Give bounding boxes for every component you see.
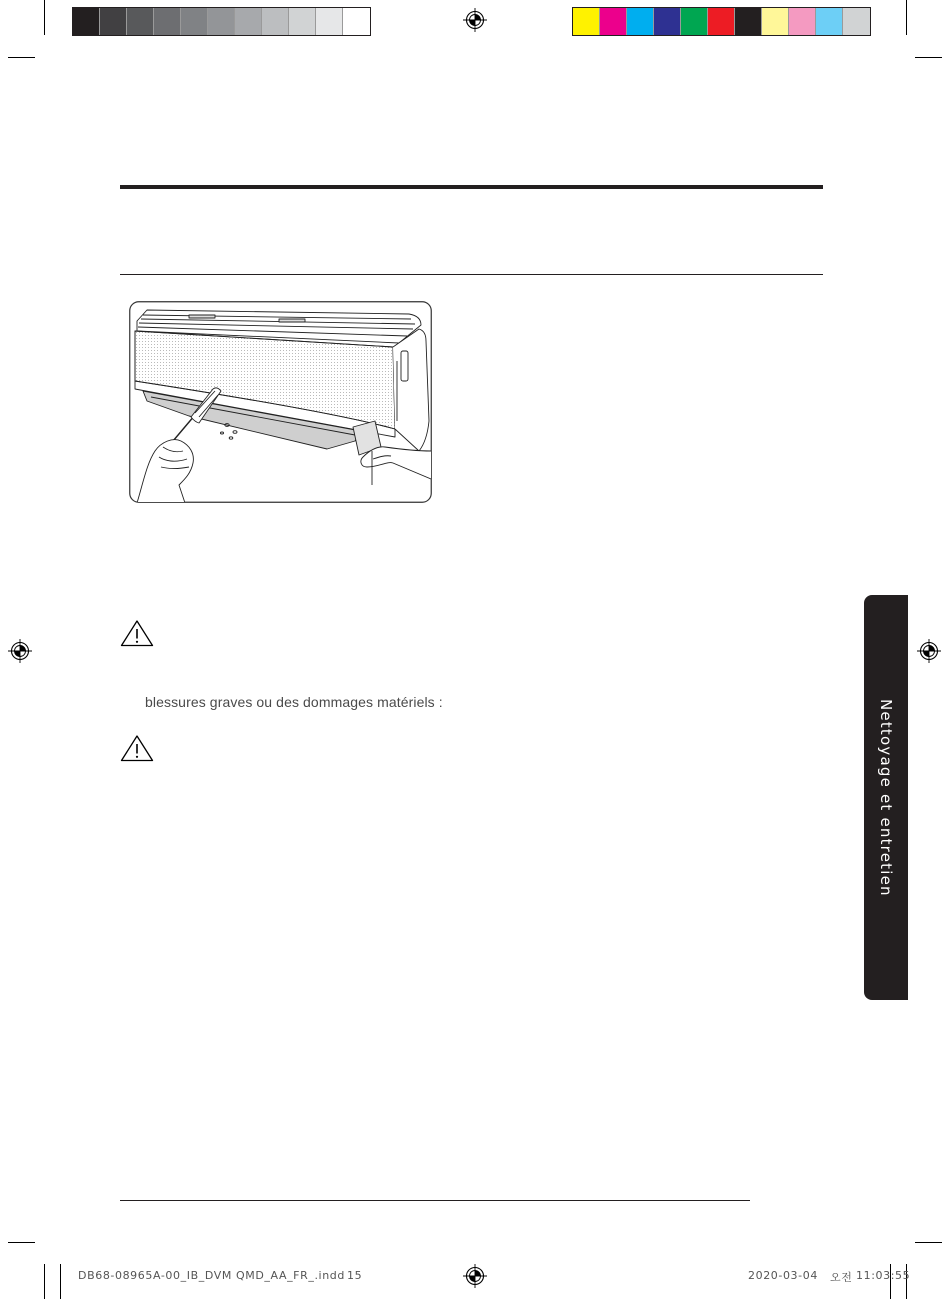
color-swatch (600, 8, 627, 35)
footer-time: 11:03:55 (856, 1269, 911, 1282)
color-swatch (735, 8, 762, 35)
gray-swatch (100, 8, 127, 35)
color-swatch (573, 8, 600, 35)
color-swatch (843, 8, 870, 35)
crop-mark (915, 1242, 942, 1243)
chapter-side-tab (864, 595, 908, 1000)
crop-mark (44, 1264, 45, 1299)
gray-swatch (127, 8, 154, 35)
registration-mark-icon (463, 8, 487, 32)
color-swatch (681, 8, 708, 35)
warning-triangle-icon (120, 619, 154, 647)
color-swatch (789, 8, 816, 35)
warning-triangle-icon (120, 734, 154, 762)
crop-mark (8, 1242, 35, 1243)
footer-file-name: DB68-08965A-00_IB_DVM QMD_AA_FR_.indd (78, 1269, 345, 1282)
chapter-side-tab-label: Nettoyage et entretien (877, 698, 895, 897)
gray-swatch (181, 8, 208, 35)
color-swatch (654, 8, 681, 35)
footer-page-number: 15 (347, 1269, 363, 1282)
gray-swatch (316, 8, 343, 35)
section-title-rule (120, 185, 823, 189)
gray-swatch (154, 8, 181, 35)
crop-mark (8, 57, 35, 58)
filter-cleaning-illustration (129, 301, 432, 503)
gray-swatch (73, 8, 100, 35)
gray-swatch (289, 8, 316, 35)
color-swatch (627, 8, 654, 35)
crop-mark (60, 1264, 61, 1299)
gray-swatch (343, 8, 370, 35)
footer-time-prefix: 오전 (830, 1271, 853, 1284)
gray-swatch (208, 8, 235, 35)
grayscale-bar (72, 7, 371, 36)
registration-mark-icon (8, 639, 32, 663)
registration-mark-icon (917, 639, 941, 663)
crop-mark (44, 0, 45, 35)
crop-mark (906, 0, 907, 35)
color-bar (572, 7, 871, 36)
body-text-line: blessures graves ou des dommages matériels : (145, 694, 443, 710)
crop-mark (915, 57, 942, 58)
color-swatch (762, 8, 789, 35)
footer-date: 2020-03-04 (748, 1269, 818, 1282)
gray-swatch (235, 8, 262, 35)
footer-rule (120, 1200, 750, 1201)
color-swatch (816, 8, 843, 35)
registration-mark-icon (463, 1264, 487, 1288)
section-divider-rule (120, 274, 823, 275)
gray-swatch (262, 8, 289, 35)
color-swatch (708, 8, 735, 35)
